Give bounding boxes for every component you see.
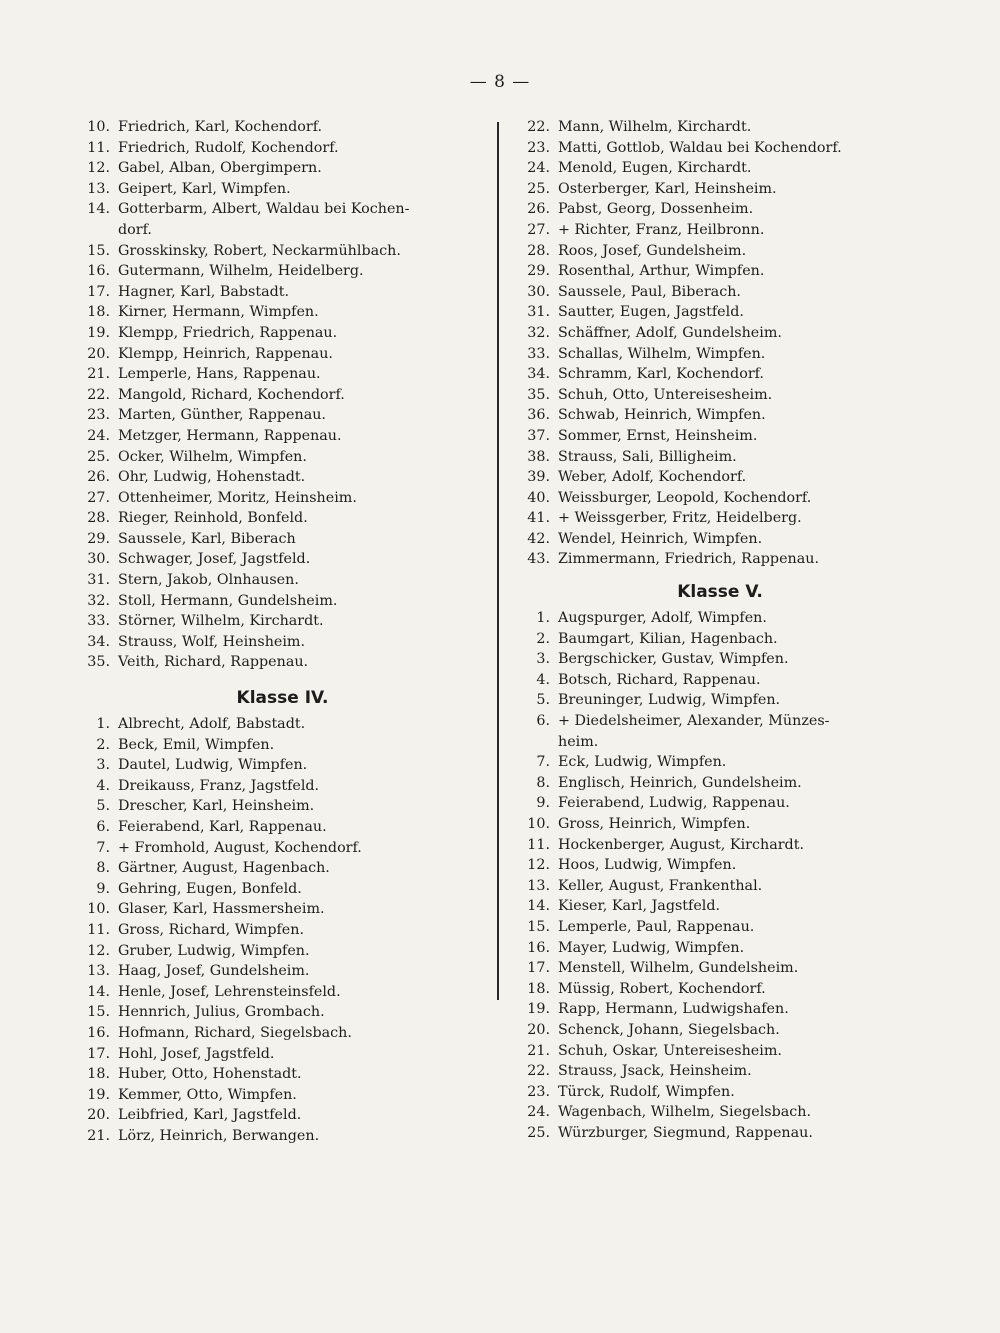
class-list-continued <box>510 117 930 570</box>
entry-name-place: Schwab, Heinrich, Wimpfen. <box>558 407 766 424</box>
entry-number: 16. <box>87 1024 110 1041</box>
entry-number: 24. <box>527 160 550 177</box>
entry-number: 41. <box>527 510 550 527</box>
list-item <box>70 179 495 200</box>
entry-name-place: Drescher, Karl, Heinsheim. <box>118 798 315 815</box>
entry-number: 31. <box>527 304 550 321</box>
entry-number: 7. <box>96 839 110 856</box>
list-item <box>510 752 930 773</box>
entry-name-place: Dautel, Ludwig, Wimpfen. <box>118 757 308 774</box>
entry-name-place: Ocker, Wilhelm, Wimpfen. <box>118 448 307 465</box>
list-item <box>510 649 930 670</box>
entry-number: 27. <box>527 221 550 238</box>
entry-name-place: Mayer, Ludwig, Wimpfen. <box>558 939 745 956</box>
list-item <box>70 879 495 900</box>
list-item <box>510 1102 930 1123</box>
entry-name-place: Grosskinsky, Robert, Neckarmühlbach. <box>118 242 401 259</box>
list-item <box>70 426 495 447</box>
list-item <box>70 611 495 632</box>
class-list-klasse-iv <box>70 714 495 1146</box>
entry-number: 6. <box>96 819 110 835</box>
entry-number: 8. <box>536 774 550 791</box>
left-column <box>70 117 495 1147</box>
entry-name-place: Botsch, Richard, Rappenau. <box>558 671 761 688</box>
list-item <box>510 773 930 794</box>
entry-number: 22. <box>527 119 550 135</box>
list-item <box>510 447 930 468</box>
entry-number: 24. <box>87 427 110 444</box>
entry-name-place: Lörz, Heinrich, Berwangen. <box>118 1127 320 1144</box>
entry-number: 23. <box>87 407 110 424</box>
list-item <box>510 488 930 509</box>
entry-number: 26. <box>527 201 550 218</box>
entry-name-place: Strauss, Wolf, Heinsheim. <box>118 633 306 650</box>
list-item <box>510 896 930 917</box>
entry-name-place: Gotterbarm, Albert, Waldau bei Kochen- <box>118 201 410 218</box>
entry-name-place: Schallas, Wilhelm, Wimpfen. <box>558 345 766 362</box>
entry-name-place: Roos, Josef, Gundelsheim. <box>558 242 747 259</box>
entry-number: 15. <box>527 918 550 935</box>
entry-number: 12. <box>87 160 110 177</box>
list-item <box>510 385 930 406</box>
list-item <box>70 1023 495 1044</box>
list-item <box>510 179 930 200</box>
list-item <box>70 899 495 920</box>
list-item <box>510 138 930 159</box>
entry-number: 1. <box>96 716 110 733</box>
entry-number: 5. <box>96 798 110 815</box>
entry-name-place: Ohr, Ludwig, Hohenstadt. <box>118 469 306 486</box>
list-item <box>510 1082 930 1103</box>
entry-name-place: Mann, Wilhelm, Kirchardt. <box>558 119 752 135</box>
entry-number: 31. <box>87 572 110 589</box>
list-item <box>510 220 930 241</box>
list-item <box>510 814 930 835</box>
entry-name-place: Hoos, Ludwig, Wimpfen. <box>558 857 737 874</box>
entry-name-place: Strauss, Jsack, Heinsheim. <box>558 1063 752 1080</box>
entry-name-place: Klempp, Heinrich, Rappenau. <box>118 345 333 362</box>
entry-number: 37. <box>527 427 550 444</box>
entry-name-place: Gross, Heinrich, Wimpfen. <box>558 816 751 832</box>
list-item <box>70 117 495 138</box>
entry-name-place: Gross, Richard, Wimpfen. <box>118 921 305 938</box>
list-item <box>70 1085 495 1106</box>
list-item <box>70 1044 495 1065</box>
entry-name-place: Marten, Günther, Rappenau. <box>118 407 326 424</box>
entry-name-place: Wendel, Heinrich, Wimpfen. <box>558 530 763 547</box>
entry-name-place: Friedrich, Karl, Kochendorf. <box>118 119 323 135</box>
list-item <box>70 755 495 776</box>
list-item <box>70 549 495 570</box>
entry-name-place: Gruber, Ludwig, Wimpfen. <box>118 942 310 959</box>
list-item <box>70 776 495 797</box>
list-item <box>70 344 495 365</box>
list-item <box>510 608 930 629</box>
entry-name-place: Hofmann, Richard, Siegelsbach. <box>118 1024 352 1041</box>
list-item <box>510 117 930 138</box>
entry-name-place: Schenck, Johann, Siegelsbach. <box>558 1021 780 1038</box>
entry-number: 40. <box>527 489 550 506</box>
entry-number: 2. <box>536 630 550 647</box>
entry-number: 24. <box>527 1104 550 1121</box>
entry-number: 27. <box>87 489 110 506</box>
entry-name-place: Eck, Ludwig, Wimpfen. <box>558 754 727 771</box>
entry-number: 10. <box>87 119 110 135</box>
column-divider <box>497 122 499 1000</box>
list-item <box>510 938 930 959</box>
entry-number: 35. <box>527 386 550 403</box>
list-item <box>510 405 930 426</box>
page-number: — 8 — <box>469 72 531 92</box>
entry-name-place: Schwager, Josef, Jagstfeld. <box>118 551 311 568</box>
entry-number: 5. <box>536 692 550 709</box>
entry-number: 28. <box>527 242 550 259</box>
entry-name-place: Pabst, Georg, Dossenheim. <box>558 201 754 218</box>
list-item <box>70 1002 495 1023</box>
entry-name-place: Kieser, Karl, Jagstfeld. <box>558 898 721 915</box>
list-item <box>70 1105 495 1126</box>
list-item <box>510 958 930 979</box>
entry-number: 7. <box>536 754 550 771</box>
entry-name-place: Geipert, Karl, Wimpfen. <box>118 180 291 197</box>
entry-number: 22. <box>87 386 110 403</box>
entry-number: 18. <box>527 980 550 997</box>
entry-number: 25. <box>527 1124 550 1141</box>
entry-number: 9. <box>96 880 110 897</box>
list-item <box>510 917 930 938</box>
entry-name-place: Gutermann, Wilhelm, Heidelberg. <box>118 263 364 280</box>
list-item <box>510 282 930 303</box>
list-item <box>70 385 495 406</box>
list-item <box>70 735 495 756</box>
entry-name-place: Osterberger, Karl, Heinsheim. <box>558 180 777 197</box>
entry-name-place: Wagenbach, Wilhelm, Siegelsbach. <box>558 1104 812 1121</box>
entry-number: 13. <box>87 963 110 980</box>
entry-name-place: Keller, August, Frankenthal. <box>558 877 763 894</box>
list-item <box>510 344 930 365</box>
list-item <box>510 711 930 732</box>
entry-name-place: Hockenberger, August, Kirchardt. <box>558 836 804 853</box>
entry-name-place: Menold, Eugen, Kirchardt. <box>558 160 752 177</box>
entry-number: 14. <box>87 983 110 1000</box>
entry-name-place: Dreikauss, Franz, Jagstfeld. <box>118 777 320 794</box>
entry-number: 18. <box>87 1066 110 1083</box>
entry-number: 23. <box>527 139 550 156</box>
entry-name-place: Weissburger, Leopold, Kochendorf. <box>558 489 812 506</box>
entry-name-place: Rosenthal, Arthur, Wimpfen. <box>558 263 765 280</box>
entry-name-place: Leibfried, Karl, Jagstfeld. <box>118 1107 302 1124</box>
entry-name-place: Schuh, Oskar, Untereisesheim. <box>558 1042 782 1059</box>
entry-name-place: Friedrich, Rudolf, Kochendorf. <box>118 139 339 156</box>
entry-number: 43. <box>527 551 550 568</box>
list-item <box>70 920 495 941</box>
entry-name-place: Haag, Josef, Gundelsheim. <box>118 963 310 980</box>
list-item <box>70 158 495 179</box>
entry-name-place: Feierabend, Karl, Rappenau. <box>118 819 327 835</box>
entry-name-place: + Fromhold, August, Kochendorf. <box>118 839 362 856</box>
list-item <box>70 1064 495 1085</box>
entry-name-place: Schäffner, Adolf, Gundelsheim. <box>558 324 782 341</box>
entry-number: 8. <box>96 860 110 877</box>
list-item <box>510 855 930 876</box>
entry-name-place: Menstell, Wilhelm, Gundelsheim. <box>558 960 799 977</box>
entry-name-place: Lemperle, Paul, Rappenau. <box>558 918 755 935</box>
entry-name-place: Saussele, Paul, Biberach. <box>558 283 741 300</box>
entry-number: 4. <box>96 777 110 794</box>
entry-name-place: Glaser, Karl, Hassmersheim. <box>118 901 325 918</box>
entry-number: 17. <box>87 283 110 300</box>
entry-number: 12. <box>87 942 110 959</box>
entry-name-place: Baumgart, Kilian, Hagenbach. <box>558 630 778 647</box>
entry-name-place: Hennrich, Julius, Grombach. <box>118 1004 325 1021</box>
entry-number: 9. <box>536 795 550 812</box>
entry-number: 33. <box>527 345 550 362</box>
list-item <box>510 1041 930 1062</box>
entry-number: 26. <box>87 469 110 486</box>
entry-name-place: Gabel, Alban, Obergimpern. <box>118 160 322 177</box>
entry-number: 38. <box>527 448 550 465</box>
entry-number: 29. <box>87 530 110 547</box>
entry-number: 16. <box>87 263 110 280</box>
list-item <box>70 632 495 653</box>
list-item <box>70 282 495 303</box>
entry-number: 17. <box>527 960 550 977</box>
entry-number: 20. <box>87 1107 110 1124</box>
entry-number: 12. <box>527 857 550 874</box>
list-item <box>510 1020 930 1041</box>
list-item <box>510 199 930 220</box>
entry-number: 3. <box>96 757 110 774</box>
entry-name-place: Veith, Richard, Rappenau. <box>118 654 309 671</box>
section-heading-klasse-iv: Klasse IV. <box>236 688 329 709</box>
list-item <box>510 1123 930 1144</box>
entry-name-place: Kemmer, Otto, Wimpfen. <box>118 1086 297 1103</box>
list-item-continuation <box>510 732 930 753</box>
entry-number: 32. <box>527 324 550 341</box>
list-item <box>70 570 495 591</box>
section-heading-klasse-v: Klasse V. <box>677 582 763 603</box>
entry-number: 19. <box>527 1001 550 1018</box>
list-item <box>510 467 930 488</box>
entry-continuation-text: heim. <box>558 733 599 750</box>
entry-name-place: + Richter, Franz, Heilbronn. <box>558 221 765 238</box>
entry-name-place: Beck, Emil, Wimpfen. <box>118 736 275 753</box>
entry-name-place: Albrecht, Adolf, Babstadt. <box>118 716 306 733</box>
list-item <box>70 941 495 962</box>
entry-name-place: Zimmermann, Friedrich, Rappenau. <box>558 551 820 568</box>
list-item <box>70 261 495 282</box>
entry-number: 30. <box>87 551 110 568</box>
entry-number: 11. <box>527 836 550 853</box>
list-item <box>510 426 930 447</box>
entry-number: 18. <box>87 304 110 321</box>
entry-number: 20. <box>87 345 110 362</box>
entry-number: 21. <box>87 366 110 383</box>
list-item <box>70 714 495 735</box>
entry-name-place: Metzger, Hermann, Rappenau. <box>118 427 342 444</box>
entry-name-place: Strauss, Sali, Billigheim. <box>558 448 737 465</box>
list-item <box>510 629 930 650</box>
entry-name-place: Hagner, Karl, Babstadt. <box>118 283 290 300</box>
list-item <box>70 529 495 550</box>
entry-number: 23. <box>527 1083 550 1100</box>
entry-number: 21. <box>87 1127 110 1144</box>
entry-number: 20. <box>527 1021 550 1038</box>
entry-number: 22. <box>527 1063 550 1080</box>
entry-name-place: Müssig, Robert, Kochendorf. <box>558 980 766 997</box>
entry-number: 25. <box>527 180 550 197</box>
entry-name-place: Gehring, Eugen, Bonfeld. <box>118 880 302 897</box>
list-item <box>510 793 930 814</box>
list-item <box>70 1126 495 1147</box>
entry-number: 19. <box>87 1086 110 1103</box>
entry-number: 19. <box>87 324 110 341</box>
entry-name-place: Sautter, Eugen, Jagstfeld. <box>558 304 744 321</box>
entry-name-place: Stoll, Hermann, Gundelsheim. <box>118 592 338 609</box>
list-item <box>70 364 495 385</box>
entry-name-place: Lemperle, Hans, Rappenau. <box>118 366 321 383</box>
entry-number: 3. <box>536 651 550 668</box>
entry-name-place: Würzburger, Siegmund, Rappenau. <box>558 1124 813 1141</box>
list-item <box>70 858 495 879</box>
entry-name-place: Englisch, Heinrich, Gundelsheim. <box>558 774 802 791</box>
list-item <box>70 591 495 612</box>
list-item-continuation <box>70 220 495 241</box>
entry-number: 34. <box>527 366 550 383</box>
entry-name-place: Sommer, Ernst, Heinsheim. <box>558 427 758 444</box>
entry-number: 39. <box>527 469 550 486</box>
list-item <box>510 979 930 1000</box>
entry-name-place: Schuh, Otto, Untereisesheim. <box>558 386 773 403</box>
right-column <box>510 117 930 1144</box>
entry-name-place: Mangold, Richard, Kochendorf. <box>118 386 345 403</box>
entry-name-place: Huber, Otto, Hohenstadt. <box>118 1066 302 1083</box>
list-item <box>510 364 930 385</box>
list-item <box>70 138 495 159</box>
list-item <box>70 241 495 262</box>
entry-name-place: Henle, Josef, Lehrensteinsfeld. <box>118 983 341 1000</box>
list-item <box>510 323 930 344</box>
list-item <box>70 488 495 509</box>
list-item <box>70 302 495 323</box>
entry-number: 11. <box>87 139 110 156</box>
entry-name-place: Breuninger, Ludwig, Wimpfen. <box>558 692 781 709</box>
entry-number: 30. <box>527 283 550 300</box>
entry-name-place: Rapp, Hermann, Ludwigshafen. <box>558 1001 789 1018</box>
entry-number: 10. <box>87 901 110 918</box>
entry-name-place: Feierabend, Ludwig, Rappenau. <box>558 795 790 812</box>
entry-number: 17. <box>87 1045 110 1062</box>
list-item <box>70 508 495 529</box>
list-item <box>70 817 495 838</box>
entry-name-place: Türck, Rudolf, Wimpfen. <box>558 1083 735 1100</box>
entry-number: 14. <box>87 201 110 218</box>
entry-name-place: + Weissgerber, Fritz, Heidelberg. <box>558 510 802 527</box>
list-item <box>510 529 930 550</box>
list-item <box>510 549 930 570</box>
list-item <box>70 405 495 426</box>
list-item <box>510 690 930 711</box>
entry-number: 21. <box>527 1042 550 1059</box>
entry-name-place: Bergschicker, Gustav, Wimpfen. <box>558 651 789 668</box>
list-item <box>510 241 930 262</box>
list-item <box>510 261 930 282</box>
list-item <box>70 323 495 344</box>
entry-number: 32. <box>87 592 110 609</box>
entry-name-place: Gärtner, August, Hagenbach. <box>118 860 330 877</box>
list-item <box>70 467 495 488</box>
entry-name-place: Stern, Jakob, Olnhausen. <box>118 572 299 589</box>
list-item <box>70 838 495 859</box>
entry-number: 6. <box>536 713 550 730</box>
entry-number: 33. <box>87 613 110 630</box>
list-item <box>70 652 495 673</box>
entry-number: 11. <box>87 921 110 938</box>
list-item <box>70 961 495 982</box>
entry-number: 13. <box>87 180 110 197</box>
entry-name-place: Rieger, Reinhold, Bonfeld. <box>118 510 308 527</box>
list-item <box>70 796 495 817</box>
list-item <box>70 199 495 220</box>
entry-number: 25. <box>87 448 110 465</box>
entry-number: 14. <box>527 898 550 915</box>
entry-name-place: Weber, Adolf, Kochendorf. <box>558 469 747 486</box>
entry-number: 15. <box>87 1004 110 1021</box>
entry-name-place: Saussele, Karl, Biberach <box>118 530 296 547</box>
list-item <box>510 999 930 1020</box>
entry-number: 2. <box>96 736 110 753</box>
entry-name-place: Störner, Wilhelm, Kirchardt. <box>118 613 324 630</box>
entry-number: 36. <box>527 407 550 424</box>
entry-number: 1. <box>536 610 550 627</box>
list-item <box>70 447 495 468</box>
entry-number: 35. <box>87 654 110 671</box>
entry-number: 28. <box>87 510 110 527</box>
entry-name-place: Schramm, Karl, Kochendorf. <box>558 366 764 383</box>
entry-number: 10. <box>527 816 550 832</box>
entry-number: 4. <box>536 671 550 688</box>
class-list-continued <box>70 117 495 673</box>
entry-name-place: Augspurger, Adolf, Wimpfen. <box>558 610 767 627</box>
entry-number: 13. <box>527 877 550 894</box>
class-list-klasse-v <box>510 608 930 1143</box>
list-item <box>70 982 495 1003</box>
list-item <box>510 158 930 179</box>
entry-name-place: Klempp, Friedrich, Rappenau. <box>118 324 338 341</box>
entry-name-place: Kirner, Hermann, Wimpfen. <box>118 304 319 321</box>
entry-number: 15. <box>87 242 110 259</box>
list-item <box>510 876 930 897</box>
entry-name-place: + Diedelsheimer, Alexander, Münzes- <box>558 713 830 730</box>
entry-number: 16. <box>527 939 550 956</box>
entry-number: 34. <box>87 633 110 650</box>
entry-name-place: Hohl, Josef, Jagstfeld. <box>118 1045 275 1062</box>
list-item <box>510 835 930 856</box>
entry-number: 42. <box>527 530 550 547</box>
entry-number: 29. <box>527 263 550 280</box>
entry-name-place: Matti, Gottlob, Waldau bei Kochendorf. <box>558 139 842 156</box>
list-item <box>510 508 930 529</box>
entry-name-place: Ottenheimer, Moritz, Heinsheim. <box>118 489 357 506</box>
list-item <box>510 670 930 691</box>
list-item <box>510 1061 930 1082</box>
list-item <box>510 302 930 323</box>
entry-continuation-text: dorf. <box>118 221 152 238</box>
